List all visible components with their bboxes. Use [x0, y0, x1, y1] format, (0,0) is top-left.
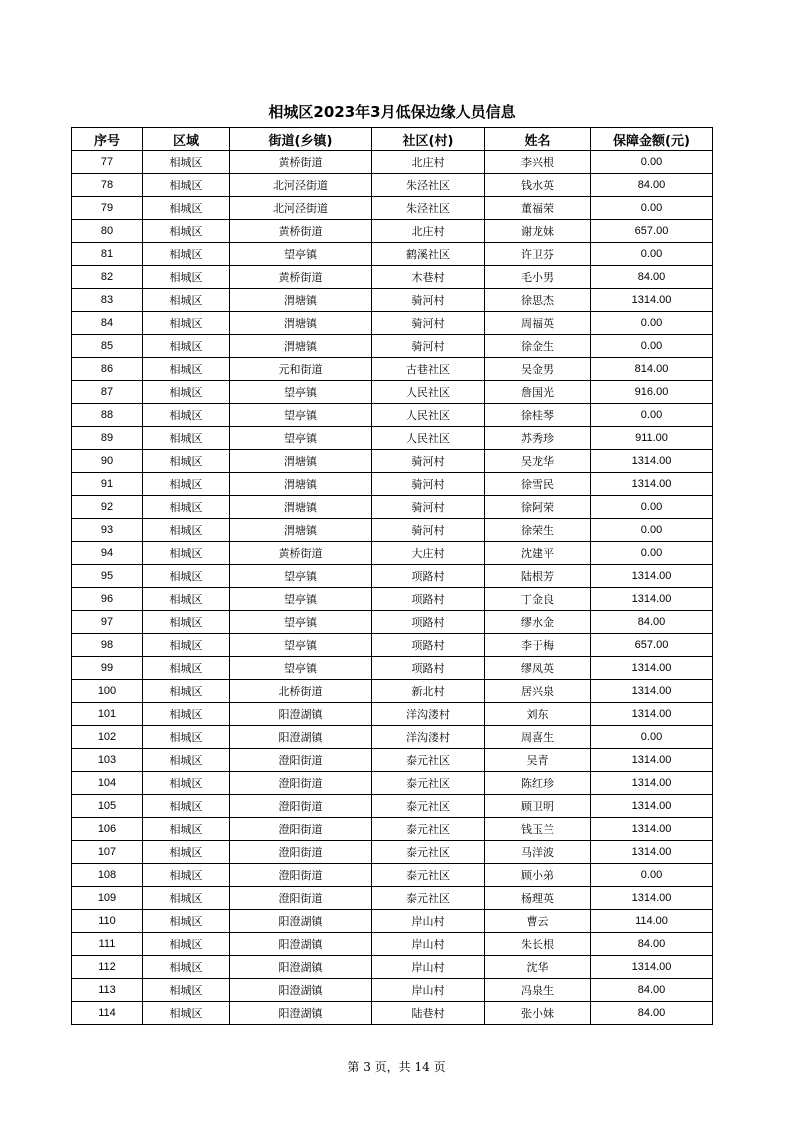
cell-index: 106	[72, 818, 143, 841]
cell-index: 108	[72, 864, 143, 887]
cell-amount: 84.00	[591, 266, 713, 289]
cell-street: 北河泾街道	[230, 174, 372, 197]
cell-community: 人民社区	[372, 404, 485, 427]
cell-name: 钱水英	[485, 174, 591, 197]
cell-name: 曹云	[485, 910, 591, 933]
cell-index: 92	[72, 496, 143, 519]
cell-community: 北庄村	[372, 220, 485, 243]
cell-district: 相城区	[143, 496, 230, 519]
cell-amount: 0.00	[591, 519, 713, 542]
cell-district: 相城区	[143, 841, 230, 864]
table-row	[72, 381, 713, 404]
cell-index: 77	[72, 151, 143, 174]
cell-community: 朱泾社区	[372, 174, 485, 197]
table-row	[72, 220, 713, 243]
cell-name: 沈建平	[485, 542, 591, 565]
table-row	[72, 151, 713, 174]
table-row	[72, 841, 713, 864]
cell-amount: 0.00	[591, 496, 713, 519]
cell-street: 阳澄湖镇	[230, 703, 372, 726]
table-row	[72, 726, 713, 749]
cell-name: 马洋波	[485, 841, 591, 864]
table-row	[72, 266, 713, 289]
cell-street: 渭塘镇	[230, 473, 372, 496]
cell-amount: 0.00	[591, 151, 713, 174]
cell-district: 相城区	[143, 289, 230, 312]
cell-community: 洋沟溇村	[372, 726, 485, 749]
cell-street: 黄桥街道	[230, 542, 372, 565]
column-header-community: 社区(村)	[372, 128, 485, 151]
cell-name: 李于梅	[485, 634, 591, 657]
cell-name: 徐雪民	[485, 473, 591, 496]
cell-amount: 1314.00	[591, 565, 713, 588]
cell-amount: 84.00	[591, 174, 713, 197]
table-row	[72, 933, 713, 956]
cell-index: 82	[72, 266, 143, 289]
table-row	[72, 542, 713, 565]
table-row	[72, 197, 713, 220]
cell-amount: 0.00	[591, 243, 713, 266]
cell-amount: 1314.00	[591, 588, 713, 611]
table-row	[72, 680, 713, 703]
table-row	[72, 703, 713, 726]
cell-street: 澄阳街道	[230, 864, 372, 887]
cell-community: 泰元社区	[372, 818, 485, 841]
cell-community: 泰元社区	[372, 749, 485, 772]
table-row	[72, 864, 713, 887]
cell-district: 相城区	[143, 335, 230, 358]
cell-amount: 0.00	[591, 404, 713, 427]
cell-community: 项路村	[372, 565, 485, 588]
table-row	[72, 657, 713, 680]
cell-district: 相城区	[143, 956, 230, 979]
cell-amount: 1314.00	[591, 887, 713, 910]
column-header-name: 姓名	[485, 128, 591, 151]
cell-amount: 1314.00	[591, 680, 713, 703]
cell-index: 98	[72, 634, 143, 657]
cell-name: 毛小男	[485, 266, 591, 289]
cell-street: 黄桥街道	[230, 266, 372, 289]
cell-community: 木巷村	[372, 266, 485, 289]
cell-street: 阳澄湖镇	[230, 933, 372, 956]
cell-amount: 0.00	[591, 335, 713, 358]
cell-amount: 114.00	[591, 910, 713, 933]
cell-name: 吴龙华	[485, 450, 591, 473]
table-row	[72, 634, 713, 657]
cell-community: 项路村	[372, 611, 485, 634]
cell-index: 111	[72, 933, 143, 956]
table-row	[72, 519, 713, 542]
cell-name: 缪凤英	[485, 657, 591, 680]
cell-district: 相城区	[143, 657, 230, 680]
cell-street: 北河泾街道	[230, 197, 372, 220]
cell-name: 陈红珍	[485, 772, 591, 795]
cell-community: 骑河村	[372, 473, 485, 496]
table-row	[72, 611, 713, 634]
cell-district: 相城区	[143, 933, 230, 956]
table-row	[72, 818, 713, 841]
cell-amount: 84.00	[591, 933, 713, 956]
cell-district: 相城区	[143, 588, 230, 611]
cell-street: 阳澄湖镇	[230, 979, 372, 1002]
cell-street: 黄桥街道	[230, 220, 372, 243]
cell-street: 望亭镇	[230, 634, 372, 657]
cell-district: 相城区	[143, 473, 230, 496]
cell-name: 徐金生	[485, 335, 591, 358]
cell-district: 相城区	[143, 979, 230, 1002]
cell-street: 阳澄湖镇	[230, 910, 372, 933]
cell-community: 北庄村	[372, 151, 485, 174]
column-header-amount: 保障金额(元)	[591, 128, 713, 151]
cell-district: 相城区	[143, 795, 230, 818]
cell-name: 吴青	[485, 749, 591, 772]
cell-district: 相城区	[143, 703, 230, 726]
cell-district: 相城区	[143, 611, 230, 634]
cell-district: 相城区	[143, 772, 230, 795]
cell-index: 94	[72, 542, 143, 565]
table-row	[72, 795, 713, 818]
cell-district: 相城区	[143, 312, 230, 335]
cell-street: 阳澄湖镇	[230, 726, 372, 749]
cell-index: 104	[72, 772, 143, 795]
cell-name: 詹国光	[485, 381, 591, 404]
cell-district: 相城区	[143, 634, 230, 657]
cell-name: 顾卫明	[485, 795, 591, 818]
table-row	[72, 496, 713, 519]
cell-district: 相城区	[143, 680, 230, 703]
table-header-row	[72, 128, 713, 151]
cell-street: 望亭镇	[230, 427, 372, 450]
cell-name: 谢龙妹	[485, 220, 591, 243]
column-header-index: 序号	[72, 128, 143, 151]
cell-community: 泰元社区	[372, 887, 485, 910]
cell-index: 96	[72, 588, 143, 611]
cell-community: 岸山村	[372, 956, 485, 979]
cell-street: 澄阳街道	[230, 841, 372, 864]
cell-name: 徐思杰	[485, 289, 591, 312]
cell-index: 102	[72, 726, 143, 749]
cell-index: 97	[72, 611, 143, 634]
cell-amount: 1314.00	[591, 473, 713, 496]
cell-index: 100	[72, 680, 143, 703]
cell-community: 陆巷村	[372, 1002, 485, 1025]
cell-index: 105	[72, 795, 143, 818]
cell-name: 杨理英	[485, 887, 591, 910]
cell-index: 90	[72, 450, 143, 473]
cell-index: 79	[72, 197, 143, 220]
cell-amount: 814.00	[591, 358, 713, 381]
cell-name: 钱玉兰	[485, 818, 591, 841]
cell-district: 相城区	[143, 887, 230, 910]
cell-community: 朱泾社区	[372, 197, 485, 220]
table-row	[72, 450, 713, 473]
cell-amount: 84.00	[591, 979, 713, 1002]
cell-district: 相城区	[143, 266, 230, 289]
cell-index: 113	[72, 979, 143, 1002]
cell-name: 周喜生	[485, 726, 591, 749]
cell-amount: 911.00	[591, 427, 713, 450]
table-row	[72, 979, 713, 1002]
cell-name: 丁金良	[485, 588, 591, 611]
cell-name: 朱长根	[485, 933, 591, 956]
cell-name: 顾小弟	[485, 864, 591, 887]
cell-community: 项路村	[372, 657, 485, 680]
table-body	[72, 151, 713, 1025]
cell-street: 渭塘镇	[230, 289, 372, 312]
table-row	[72, 427, 713, 450]
cell-index: 99	[72, 657, 143, 680]
cell-amount: 0.00	[591, 197, 713, 220]
cell-street: 澄阳街道	[230, 887, 372, 910]
cell-street: 望亭镇	[230, 381, 372, 404]
cell-district: 相城区	[143, 864, 230, 887]
cell-community: 骑河村	[372, 335, 485, 358]
data-table	[71, 127, 713, 1025]
cell-index: 114	[72, 1002, 143, 1025]
cell-district: 相城区	[143, 243, 230, 266]
cell-community: 鹤溪社区	[372, 243, 485, 266]
cell-community: 项路村	[372, 634, 485, 657]
cell-street: 渭塘镇	[230, 335, 372, 358]
cell-street: 澄阳街道	[230, 772, 372, 795]
cell-district: 相城区	[143, 427, 230, 450]
cell-name: 徐阿荣	[485, 496, 591, 519]
table-row	[72, 910, 713, 933]
cell-street: 渭塘镇	[230, 312, 372, 335]
cell-index: 80	[72, 220, 143, 243]
cell-street: 望亭镇	[230, 243, 372, 266]
table-row	[72, 588, 713, 611]
cell-community: 骑河村	[372, 289, 485, 312]
cell-street: 澄阳街道	[230, 795, 372, 818]
cell-name: 冯泉生	[485, 979, 591, 1002]
cell-name: 刘东	[485, 703, 591, 726]
cell-name: 苏秀珍	[485, 427, 591, 450]
cell-community: 骑河村	[372, 450, 485, 473]
cell-district: 相城区	[143, 220, 230, 243]
cell-district: 相城区	[143, 565, 230, 588]
cell-community: 大庄村	[372, 542, 485, 565]
cell-name: 董福荣	[485, 197, 591, 220]
table-row	[72, 312, 713, 335]
cell-district: 相城区	[143, 726, 230, 749]
table-row	[72, 289, 713, 312]
cell-name: 周福英	[485, 312, 591, 335]
cell-name: 吴金男	[485, 358, 591, 381]
cell-district: 相城区	[143, 358, 230, 381]
cell-name: 居兴泉	[485, 680, 591, 703]
cell-amount: 0.00	[591, 864, 713, 887]
cell-community: 泰元社区	[372, 841, 485, 864]
cell-amount: 1314.00	[591, 289, 713, 312]
cell-index: 87	[72, 381, 143, 404]
cell-street: 澄阳街道	[230, 749, 372, 772]
cell-community: 泰元社区	[372, 772, 485, 795]
cell-index: 107	[72, 841, 143, 864]
cell-community: 洋沟溇村	[372, 703, 485, 726]
cell-street: 渭塘镇	[230, 450, 372, 473]
cell-district: 相城区	[143, 404, 230, 427]
cell-amount: 1314.00	[591, 749, 713, 772]
cell-district: 相城区	[143, 1002, 230, 1025]
cell-name: 缪水金	[485, 611, 591, 634]
cell-amount: 84.00	[591, 611, 713, 634]
cell-community: 新北村	[372, 680, 485, 703]
cell-community: 项路村	[372, 588, 485, 611]
cell-street: 望亭镇	[230, 565, 372, 588]
cell-community: 骑河村	[372, 519, 485, 542]
cell-community: 人民社区	[372, 427, 485, 450]
cell-amount: 0.00	[591, 542, 713, 565]
cell-index: 83	[72, 289, 143, 312]
cell-index: 91	[72, 473, 143, 496]
cell-amount: 1314.00	[591, 772, 713, 795]
cell-community: 骑河村	[372, 312, 485, 335]
cell-index: 81	[72, 243, 143, 266]
cell-community: 岸山村	[372, 979, 485, 1002]
cell-index: 103	[72, 749, 143, 772]
cell-district: 相城区	[143, 818, 230, 841]
cell-street: 北桥街道	[230, 680, 372, 703]
table-row	[72, 358, 713, 381]
cell-amount: 1314.00	[591, 818, 713, 841]
cell-street: 望亭镇	[230, 657, 372, 680]
cell-street: 元和街道	[230, 358, 372, 381]
cell-community: 泰元社区	[372, 795, 485, 818]
cell-index: 95	[72, 565, 143, 588]
cell-street: 阳澄湖镇	[230, 1002, 372, 1025]
cell-amount: 916.00	[591, 381, 713, 404]
cell-district: 相城区	[143, 450, 230, 473]
cell-name: 徐荣生	[485, 519, 591, 542]
cell-amount: 1314.00	[591, 657, 713, 680]
cell-district: 相城区	[143, 542, 230, 565]
cell-amount: 657.00	[591, 634, 713, 657]
cell-name: 张小妹	[485, 1002, 591, 1025]
cell-street: 渭塘镇	[230, 496, 372, 519]
cell-name: 李兴根	[485, 151, 591, 174]
cell-community: 骑河村	[372, 496, 485, 519]
table-row	[72, 335, 713, 358]
cell-street: 黄桥街道	[230, 151, 372, 174]
cell-community: 岸山村	[372, 933, 485, 956]
cell-amount: 657.00	[591, 220, 713, 243]
cell-street: 望亭镇	[230, 404, 372, 427]
table-row	[72, 243, 713, 266]
cell-amount: 0.00	[591, 726, 713, 749]
cell-amount: 84.00	[591, 1002, 713, 1025]
cell-street: 望亭镇	[230, 588, 372, 611]
cell-amount: 1314.00	[591, 956, 713, 979]
cell-index: 93	[72, 519, 143, 542]
cell-index: 101	[72, 703, 143, 726]
cell-district: 相城区	[143, 910, 230, 933]
cell-amount: 1314.00	[591, 450, 713, 473]
page-title: 相城区2023年3月低保边缘人员信息	[268, 103, 516, 121]
cell-index: 112	[72, 956, 143, 979]
table-row	[72, 1002, 713, 1025]
cell-street: 阳澄湖镇	[230, 956, 372, 979]
cell-index: 89	[72, 427, 143, 450]
cell-district: 相城区	[143, 197, 230, 220]
cell-name: 陆根芳	[485, 565, 591, 588]
cell-name: 徐桂琴	[485, 404, 591, 427]
cell-district: 相城区	[143, 151, 230, 174]
cell-community: 岸山村	[372, 910, 485, 933]
cell-index: 85	[72, 335, 143, 358]
table-row	[72, 174, 713, 197]
table-row	[72, 956, 713, 979]
cell-index: 84	[72, 312, 143, 335]
cell-street: 渭塘镇	[230, 519, 372, 542]
cell-index: 78	[72, 174, 143, 197]
table-row	[72, 565, 713, 588]
cell-index: 109	[72, 887, 143, 910]
cell-street: 澄阳街道	[230, 818, 372, 841]
cell-index: 88	[72, 404, 143, 427]
cell-name: 沈华	[485, 956, 591, 979]
table-row	[72, 772, 713, 795]
table-row	[72, 749, 713, 772]
cell-index: 86	[72, 358, 143, 381]
table-row	[72, 887, 713, 910]
table-row	[72, 404, 713, 427]
cell-amount: 1314.00	[591, 795, 713, 818]
cell-name: 许卫芬	[485, 243, 591, 266]
cell-community: 泰元社区	[372, 864, 485, 887]
cell-district: 相城区	[143, 749, 230, 772]
table-row	[72, 473, 713, 496]
cell-index: 110	[72, 910, 143, 933]
cell-community: 人民社区	[372, 381, 485, 404]
page-footer: 第 3 页，共 14 页	[347, 1060, 446, 1074]
cell-district: 相城区	[143, 174, 230, 197]
cell-amount: 1314.00	[591, 703, 713, 726]
cell-street: 望亭镇	[230, 611, 372, 634]
cell-district: 相城区	[143, 519, 230, 542]
cell-community: 古巷社区	[372, 358, 485, 381]
cell-district: 相城区	[143, 381, 230, 404]
cell-amount: 0.00	[591, 312, 713, 335]
cell-amount: 1314.00	[591, 841, 713, 864]
column-header-district: 区域	[143, 128, 230, 151]
column-header-street: 街道(乡镇)	[230, 128, 372, 151]
